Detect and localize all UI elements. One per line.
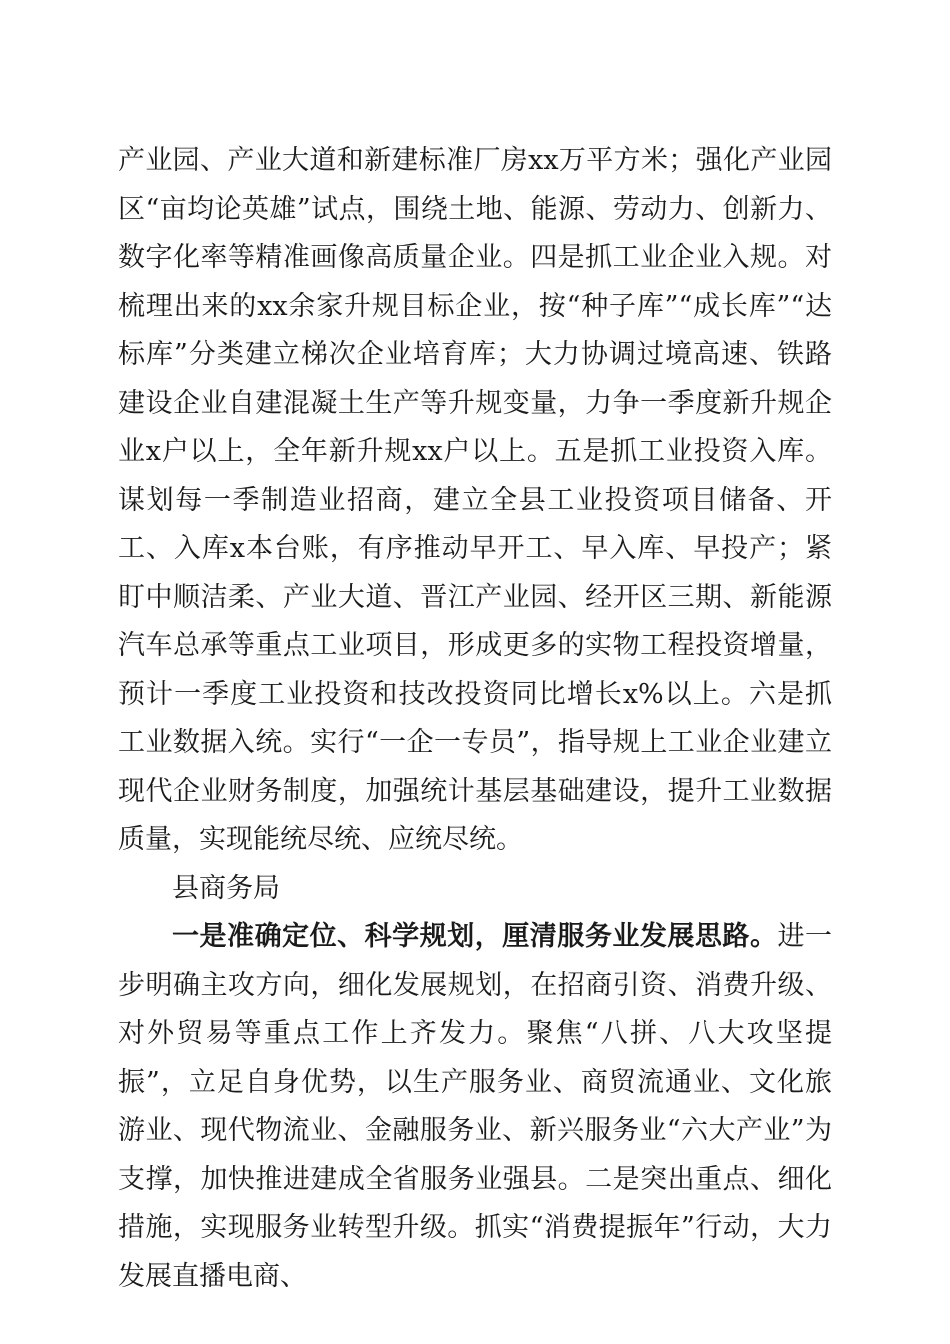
body-paragraph xyxy=(118,913,832,1301)
section-heading: 县商务局 xyxy=(172,872,280,904)
body-paragraph: 产业园、产业大道和新建标准厂房xx万平方米；强化产业园区“亩均论英雄”试点，围绕土地、能源、劳动力、创新力、数字化率等精准画像高质量企业。四是抓工业企业入规。对梳理出来的xx余家升规目标企业，按“种子库”“成长库”“达标库”分类建立梯次企业培育库；大力协调过境高速、铁路建设企业自建混凝土生产等升规变量，力争一季度新升规企业x户以上，全年新升规xx户以上。五是抓工业投资入库。谋划每一季制造业招商，建立全县工业投资项目储备、开工、入库x本台账，有序推动早开工、早入库、早投产；紧盯中顺洁柔、产业大道、晋江产业园、经开区三期、新能源汽车总承等重点工业项目，形成更多的实物工程投资增量，预计一季度工业投资和技改投资同比增长x%以上。六是抓工业数据入统。实行“一企一专员”，指导规上工业企业建立现代企业财务制度，加强统计基层基础建设，提升工业数据质量，实现能统尽统、应统尽统。 xyxy=(118,145,832,855)
paragraph-body-text: 进一步明确主攻方向，细化发展规划，在招商引资、消费升级、对外贸易等重点工作上齐发力。聚焦“八拼、八大攻坚提振”，立足自身优势，以生产服务业、商贸流通业、文化旅游业、现代物流业、金融服务业、新兴服务业“六大产业”为支撑，加快推进建成全省服务业强县。二是突出重点、细化措施，实现服务业转型升级。抓实“消费提振年”行动，大力发展直播电商、 xyxy=(118,921,833,1292)
paragraph-lead-bold: 一是准确定位、科学规划，厘清服务业发展思路。 xyxy=(172,921,778,952)
document-page xyxy=(118,137,832,1301)
